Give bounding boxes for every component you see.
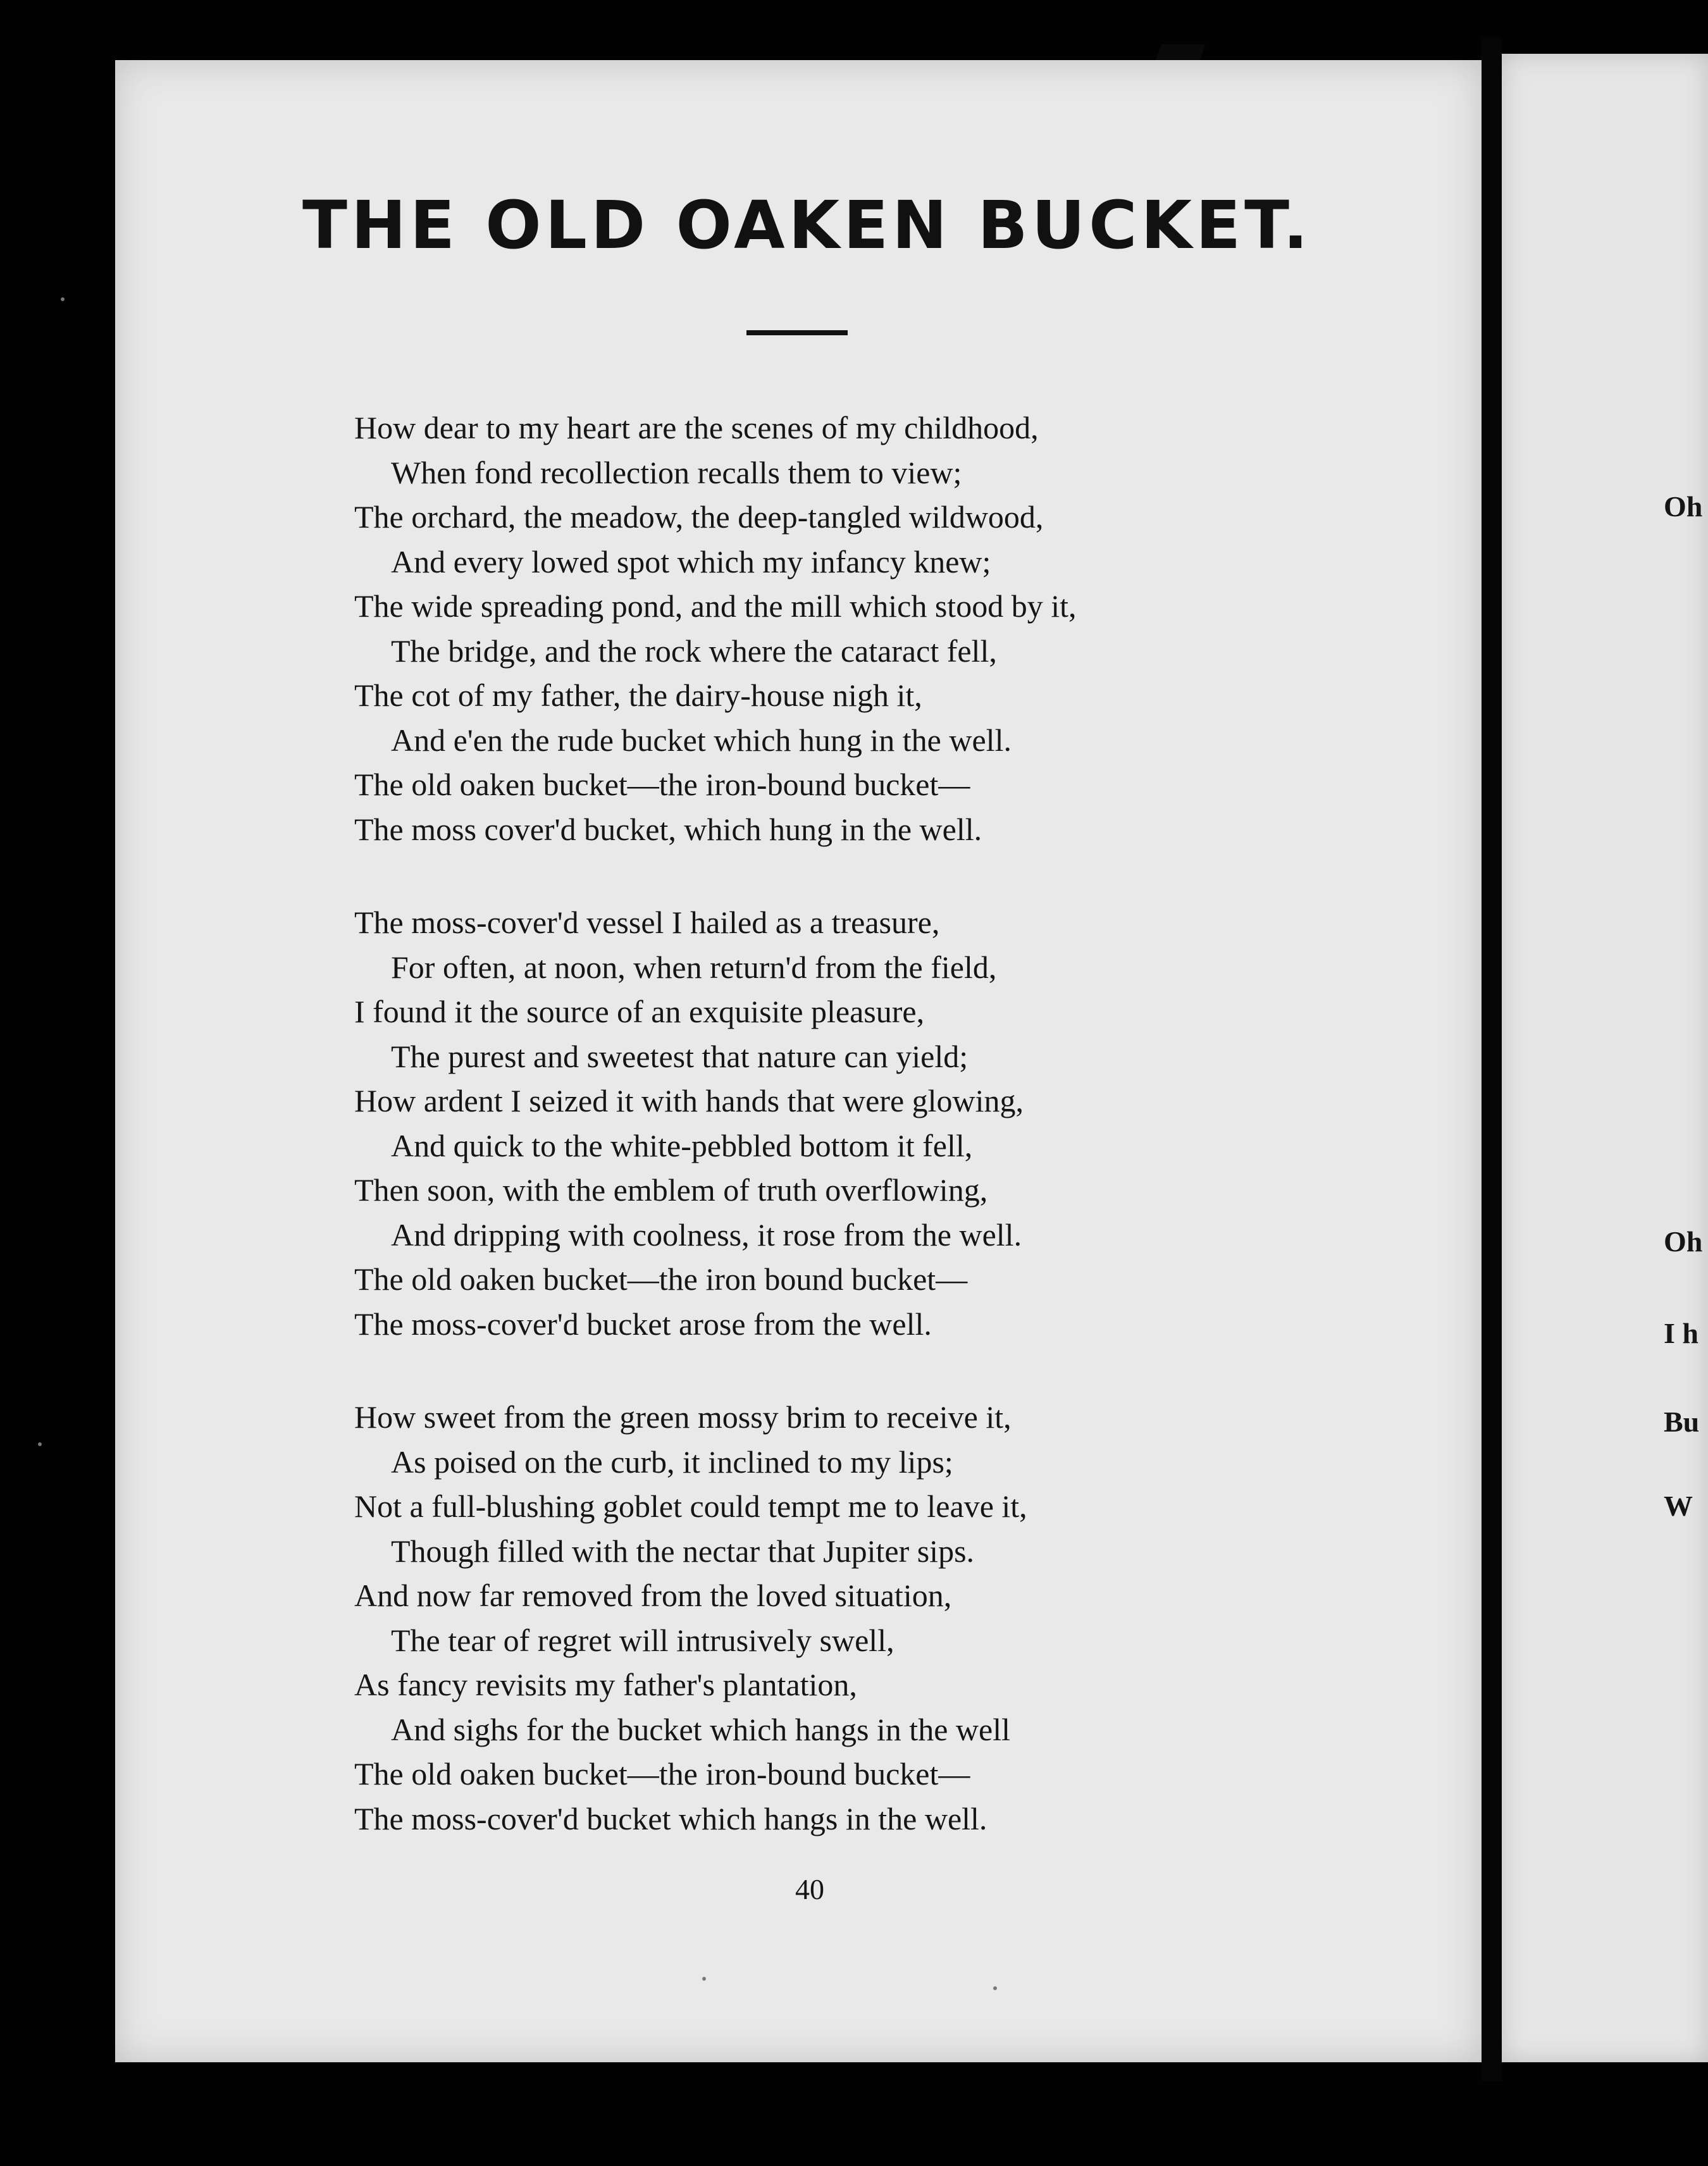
chorus-line: The moss-cover'd bucket arose from the well. xyxy=(354,1306,932,1342)
facing-page-fragment: W xyxy=(1664,1490,1693,1522)
verse-line: The tear of regret will intrusively swell, xyxy=(391,1622,894,1658)
stanza-1 xyxy=(354,405,1265,851)
chorus-line: The old oaken bucket—the iron-bound bucket— xyxy=(354,767,970,802)
verse-line: When fond recollection recalls them to view; xyxy=(391,454,962,490)
facing-page-fragment: I h xyxy=(1664,1317,1699,1349)
stanza-3 xyxy=(354,1395,1265,1841)
verse-line: The bridge, and the rock where the cataract fell, xyxy=(391,633,997,669)
verse-line: Not a full-blushing goblet could tempt me to leave it, xyxy=(354,1488,1027,1524)
verse-line: The cot of my father, the dairy-house nigh it, xyxy=(354,678,922,713)
facing-page-edge xyxy=(1502,54,1708,2062)
stanza-2 xyxy=(354,900,1265,1346)
verse-line: The orchard, the meadow, the deep-tangled wildwood, xyxy=(354,499,1044,535)
page-number: 40 xyxy=(795,1873,824,1905)
page-gutter xyxy=(1482,38,1502,2081)
chorus-line: The old oaken bucket—the iron bound bucket— xyxy=(354,1261,968,1297)
verse-line: I found it the source of an exquisite pleasure, xyxy=(354,994,925,1029)
poem-title: THE OLD OAKEN BUCKET. xyxy=(302,187,1312,264)
verse-line: And now far removed from the loved situation, xyxy=(354,1578,952,1613)
chorus-line: The moss cover'd bucket, which hung in the well. xyxy=(354,811,982,847)
verse-line: And e'en the rude bucket which hung in the well. xyxy=(391,722,1012,758)
scan-speck xyxy=(993,1986,997,1990)
verse-line: Then soon, with the emblem of truth overflowing, xyxy=(354,1172,988,1208)
title-rule xyxy=(746,330,848,335)
scan-speck xyxy=(702,1977,706,1981)
verse-line: The moss-cover'd vessel I hailed as a treasure, xyxy=(354,905,940,940)
verse-line: How dear to my heart are the scenes of my childhood, xyxy=(354,410,1039,445)
scan-speck xyxy=(38,1442,42,1446)
verse-line: And dripping with coolness, it rose from the well. xyxy=(391,1216,1022,1253)
verse-line: The purest and sweetest that nature can yield; xyxy=(391,1038,968,1074)
verse-line: How ardent I seized it with hands that were glowing, xyxy=(354,1083,1024,1118)
verse-line: And quick to the white-pebbled bottom it fell, xyxy=(391,1127,973,1163)
verse-line: The wide spreading pond, and the mill which stood by it, xyxy=(354,588,1077,624)
chorus-line: The old oaken bucket—the iron-bound bucket— xyxy=(354,1756,970,1792)
verse-line: Though filled with the nectar that Jupiter sips. xyxy=(391,1533,975,1569)
verse-line: And sighs for the bucket which hangs in the well xyxy=(391,1711,1010,1747)
facing-page-fragment: Oh xyxy=(1664,490,1703,523)
verse-line: How sweet from the green mossy brim to receive it, xyxy=(354,1399,1012,1435)
verse-line: As fancy revisits my father's plantation, xyxy=(354,1667,857,1702)
chorus-line: The moss-cover'd bucket which hangs in the well. xyxy=(354,1800,987,1836)
scan-speck xyxy=(61,297,65,301)
verse-line: And every lowed spot which my infancy knew; xyxy=(391,543,991,579)
facing-page-fragment: Bu xyxy=(1664,1406,1700,1438)
facing-page-fragment: Oh xyxy=(1664,1225,1703,1258)
verse-line: As poised on the curb, it inclined to my lips; xyxy=(391,1444,953,1480)
verse-line: For often, at noon, when return'd from the field, xyxy=(391,949,997,985)
